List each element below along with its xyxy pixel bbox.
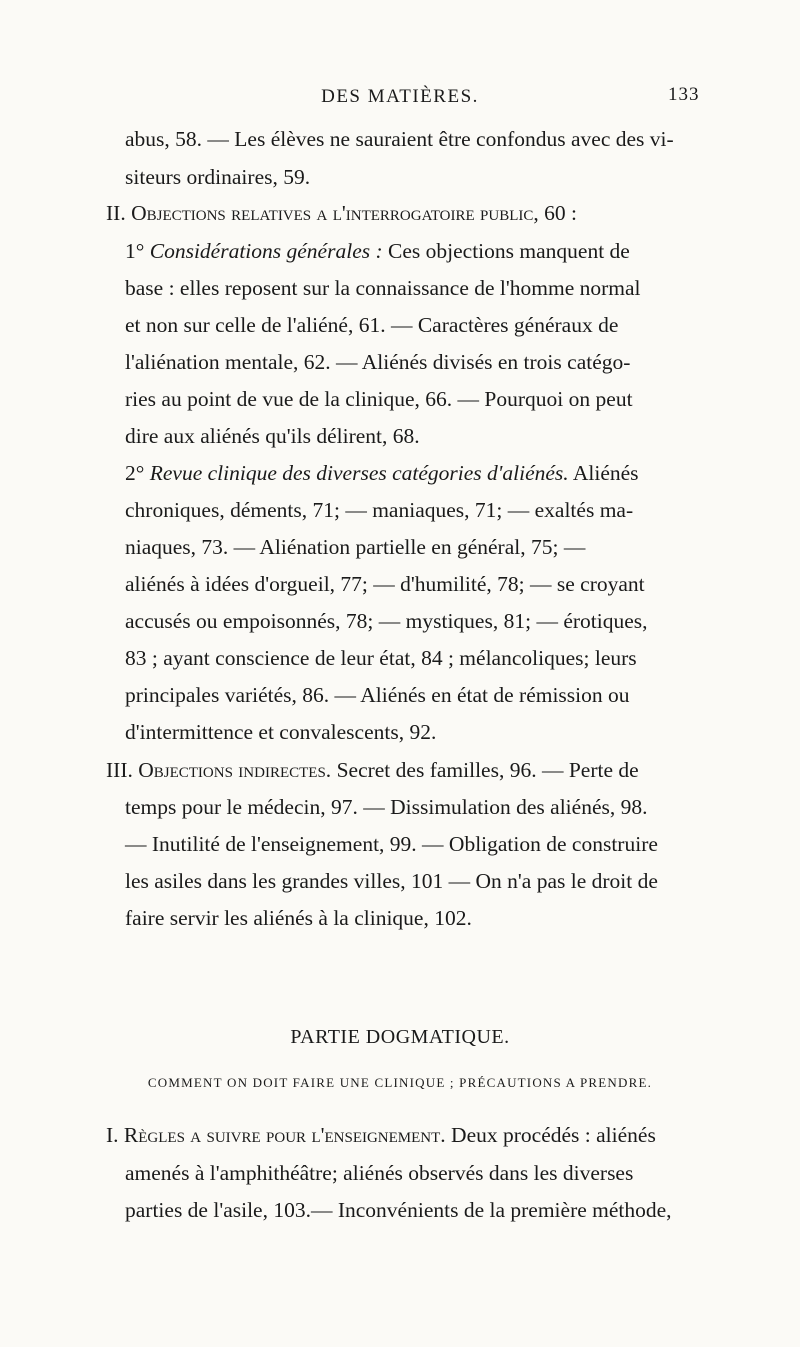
text-line: amenés à l'amphithéâtre; aliénés observés dans les diverses (125, 1161, 634, 1185)
text-line: 83 ; ayant conscience de leur état, 84 ; mélancoliques; leurs (125, 646, 637, 670)
text-line: ries au point de vue de la clinique, 66. — Pourquoi on peut (125, 387, 633, 411)
text-line: et non sur celle de l'aliéné, 61. — Caractères généraux de (125, 313, 619, 337)
section-subtitle: COMMENT ON DOIT FAIRE UNE CLINIQUE ; PRÉCAUTIONS A PRENDRE. (147, 1075, 653, 1090)
section-title: PARTIE DOGMATIQUE. (290, 1026, 510, 1048)
text-line: III. Objections indirectes. Secret des familles, 96. — Perte de (106, 758, 639, 782)
text-line: 2° Revue clinique des diverses catégories d'aliénés. Aliénés (125, 461, 639, 485)
text-line: chroniques, déments, 71; — maniaques, 71; — exaltés ma- (125, 498, 634, 522)
text-line: d'intermittence et convalescents, 92. (125, 720, 437, 744)
text-line: dire aux aliénés qu'ils délirent, 68. (125, 424, 420, 448)
text-line: parties de l'asile, 103.— Inconvénients de la première méthode, (125, 1198, 672, 1222)
text-line: faire servir les aliénés à la clinique, 102. (125, 906, 472, 930)
text-line: l'aliénation mentale, 62. — Aliénés divisés en trois catégo- (125, 350, 631, 374)
text-line: siteurs ordinaires, 59. (125, 165, 311, 189)
text-line: II. Objections relatives a l'interrogatoire public, 60 : (106, 201, 577, 225)
text-line: — Inutilité de l'enseignement, 99. — Obligation de construire (125, 832, 658, 856)
text-line: abus, 58. — Les élèves ne sauraient être confondus avec des vi- (125, 127, 674, 151)
text-line: 1° Considérations générales : Ces objections manquent de (125, 239, 630, 263)
text-line: I. Règles a suivre pour l'enseignement. Deux procédés : aliénés (106, 1123, 656, 1147)
running-title: DES MATIÈRES. (321, 86, 479, 107)
text-line: base : elles reposent sur la connaissance de l'homme normal (125, 276, 641, 300)
page-number: 133 (668, 84, 700, 105)
text-line: niaques, 73. — Aliénation partielle en général, 75; — (125, 535, 586, 559)
text-line: accusés ou empoisonnés, 78; — mystiques, 81; — érotiques, (125, 609, 648, 633)
text-line: les asiles dans les grandes villes, 101 — On n'a pas le droit de (125, 869, 658, 893)
text-line: principales variétés, 86. — Aliénés en état de rémission ou (125, 683, 630, 707)
text-line: temps pour le médecin, 97. — Dissimulation des aliénés, 98. (125, 795, 648, 819)
text-line: aliénés à idées d'orgueil, 77; — d'humilité, 78; — se croyant (125, 572, 645, 596)
